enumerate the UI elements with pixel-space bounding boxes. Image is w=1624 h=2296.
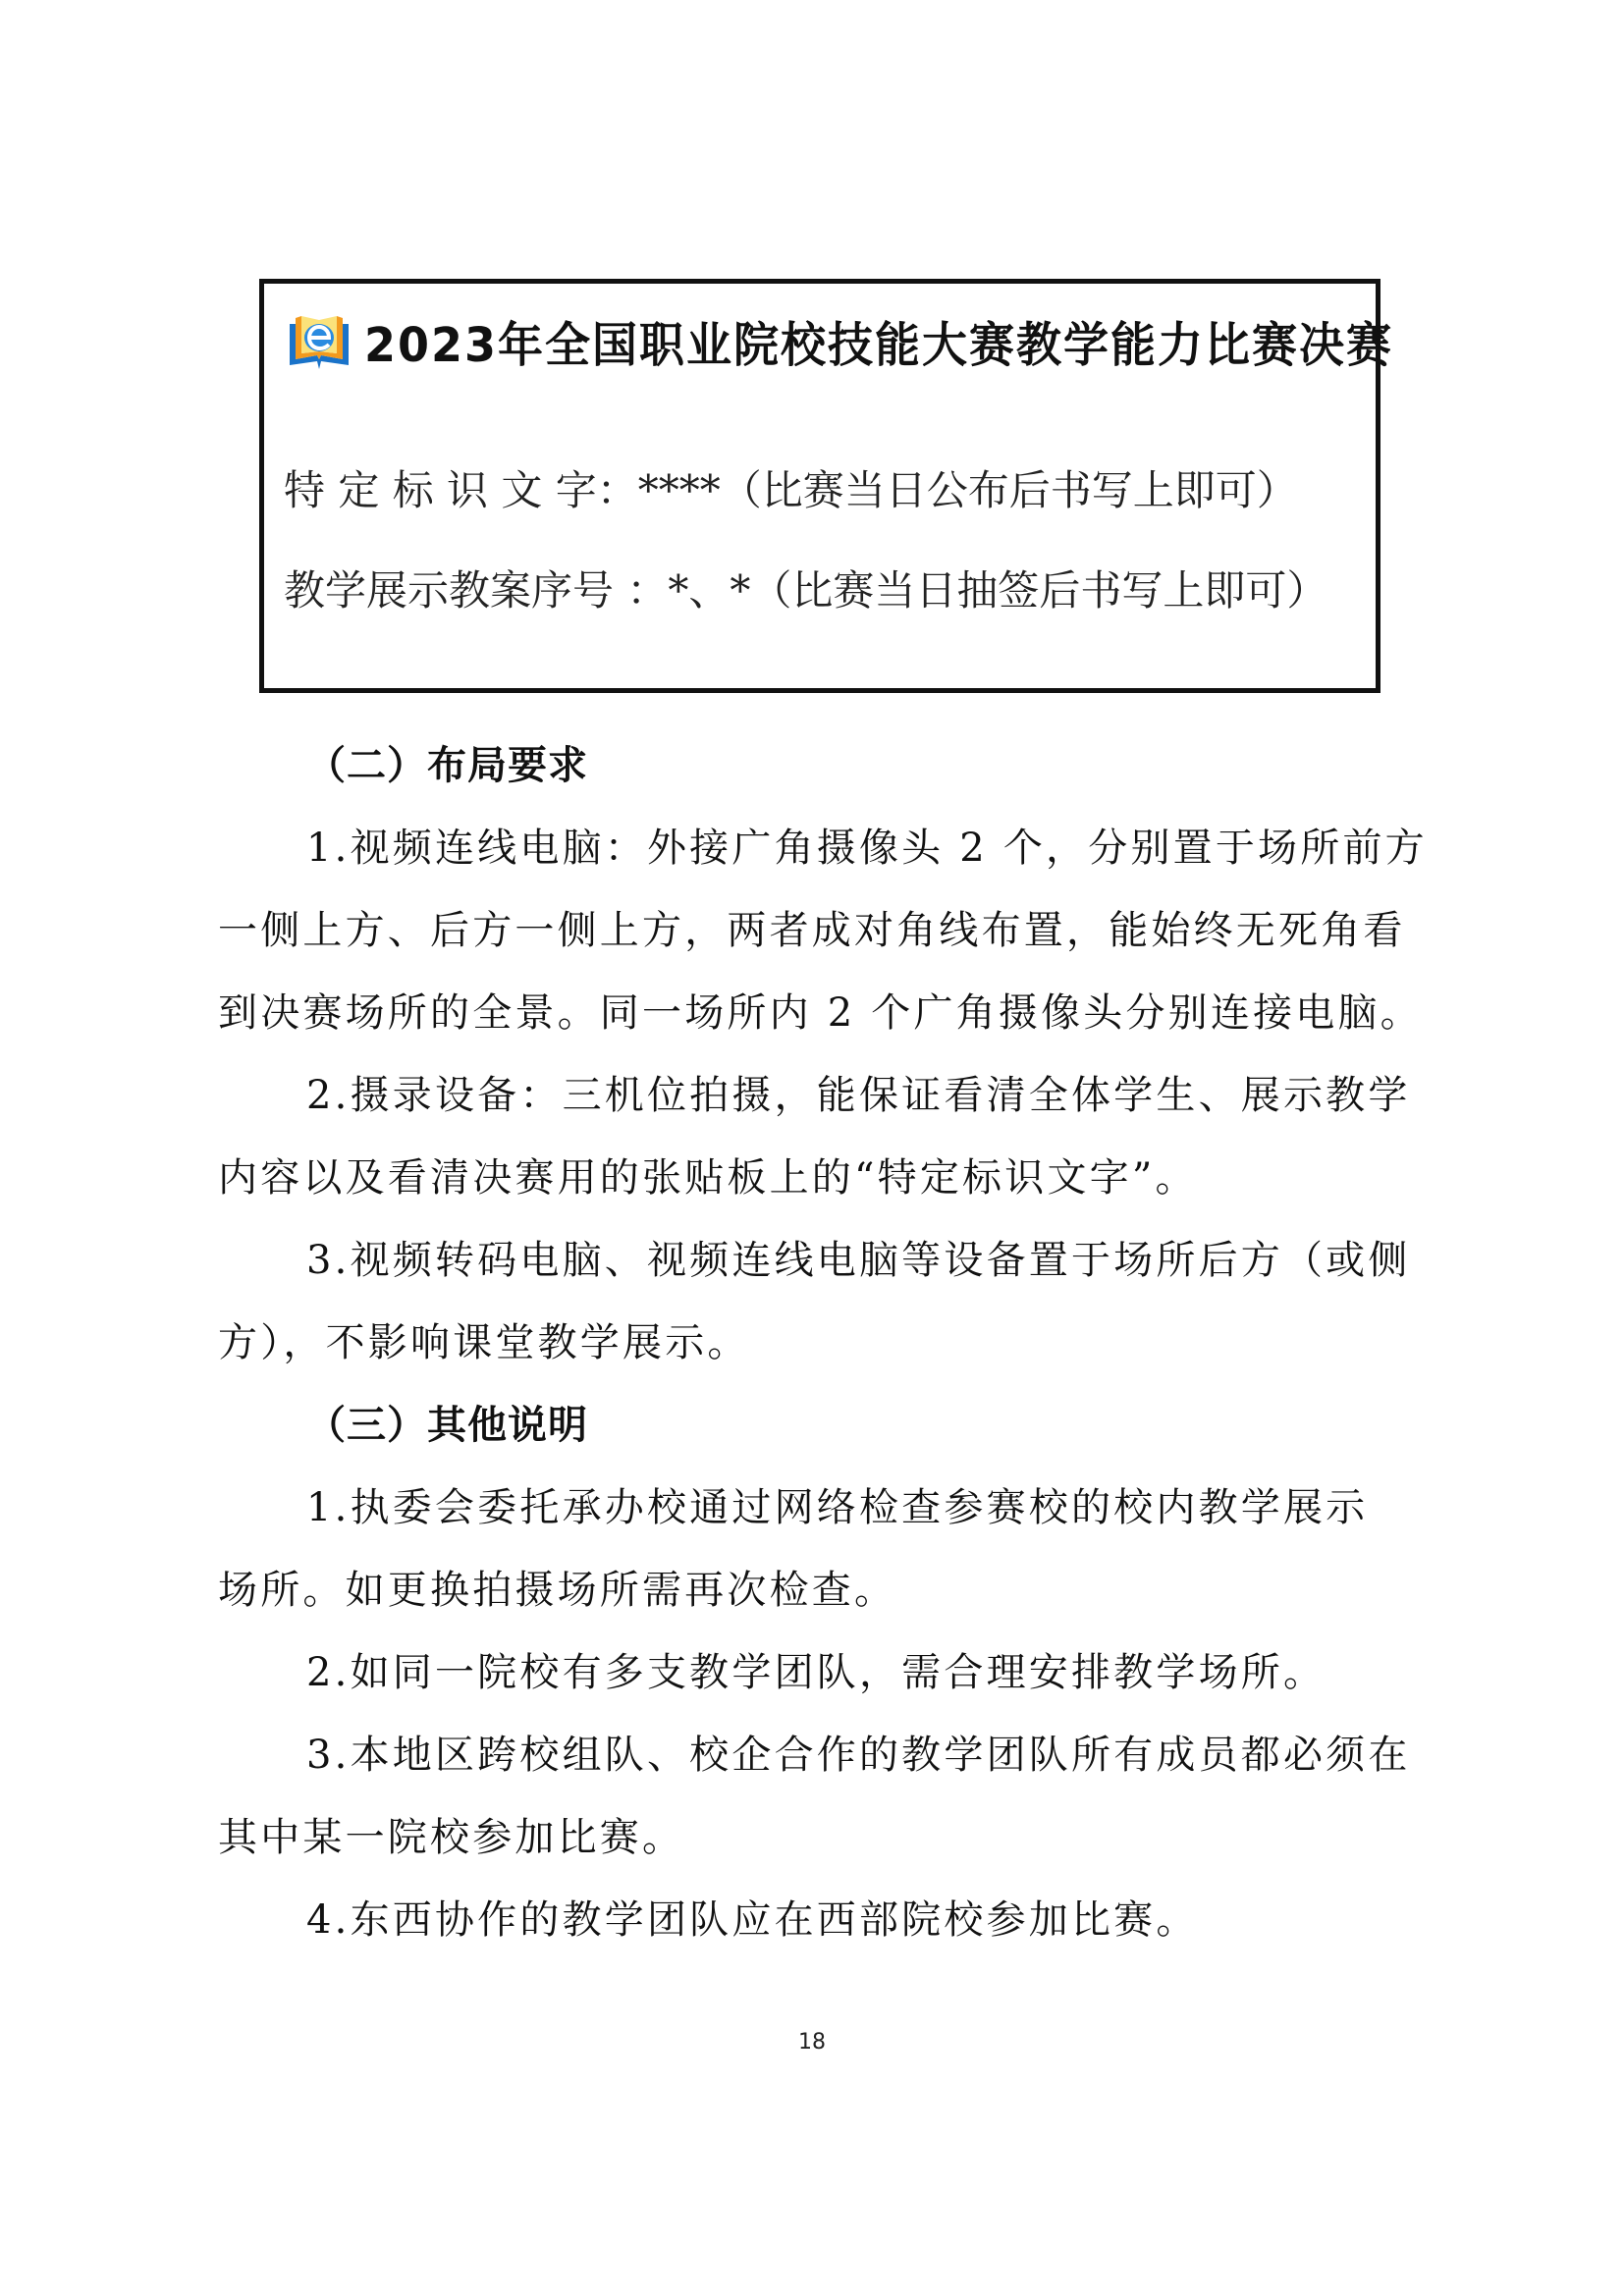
paragraph-line: 1.视频连线电脑：外接广角摄像头 2 个，分别置于场所前方 xyxy=(306,826,1428,871)
paragraph-line: 方），不影响课堂教学展示。 xyxy=(218,1320,750,1365)
label-title: 2023年全国职业院校技能大赛教学能力比赛决赛 xyxy=(364,316,1394,373)
paragraph-line: 其中某一院校参加比赛。 xyxy=(218,1815,685,1860)
label-identifier-line: 特 定 标 识 文 字：****（比赛当日公布后书写上即可） xyxy=(284,466,1298,514)
paragraph-line: 3.视频转码电脑、视频连线电脑等设备置于场所后方（或侧 xyxy=(306,1238,1411,1283)
paragraph-line: 1.执委会委托承办校通过网络检查参赛校的校内教学展示 xyxy=(306,1485,1369,1530)
label-sign-box xyxy=(259,279,1394,693)
section-heading-other: （三）其他说明 xyxy=(306,1403,588,1448)
paragraph-line: 2.摄录设备：三机位拍摄，能保证看清全体学生、展示教学 xyxy=(306,1073,1411,1118)
page-number: 18 xyxy=(798,2030,826,2055)
section-heading-layout: （二）布局要求 xyxy=(306,743,588,788)
label-title-row xyxy=(284,307,1393,376)
paragraph-line: 4.东西协作的教学团队应在西部院校参加比赛。 xyxy=(306,1897,1199,1943)
paragraph-line: 3.本地区跨校组队、校企合作的教学团队所有成员都必须在 xyxy=(306,1733,1411,1778)
paragraph-line: 一侧上方、后方一侧上方，两者成对角线布置，能始终无死角看 xyxy=(218,908,1406,953)
label-sequence-line: 教学展示教案序号 ：*、*（比赛当日抽签后书写上即可） xyxy=(284,566,1328,614)
paragraph-line: 2.如同一院校有多支教学团队，需合理安排教学场所。 xyxy=(306,1650,1326,1695)
paragraph-line: 内容以及看清决赛用的张贴板上的“特定标识文字”。 xyxy=(218,1155,1198,1201)
paragraph-line: 场所。如更换拍摄场所需再次检查。 xyxy=(218,1568,897,1613)
book-e-logo-icon xyxy=(284,310,354,373)
paragraph-line: 到决赛场所的全景。同一场所内 2 个广角摄像头分别连接电脑。 xyxy=(218,990,1423,1036)
